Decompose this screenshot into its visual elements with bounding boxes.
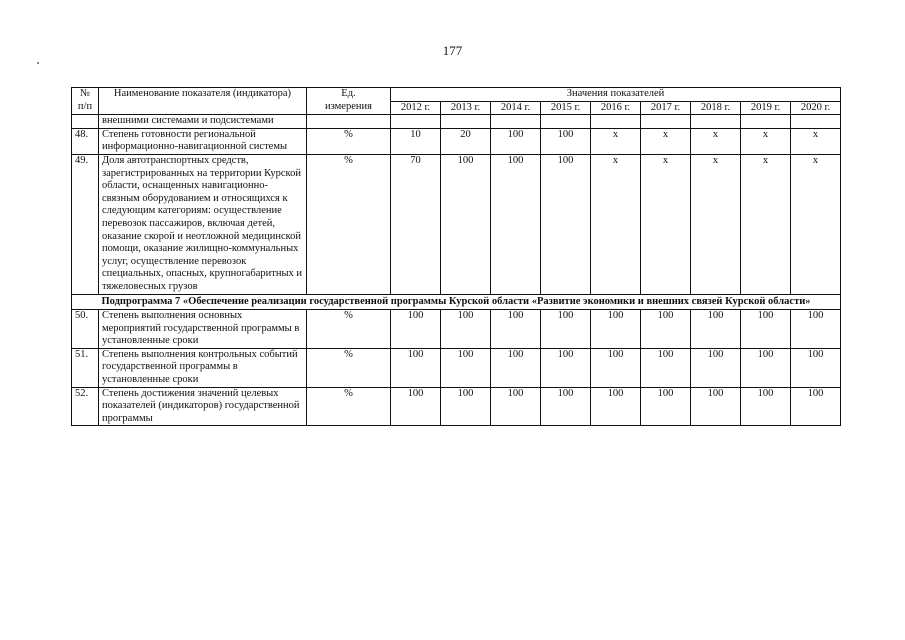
header-year: 2019 г. (741, 101, 791, 115)
row-value: 100 (641, 387, 691, 426)
row-unit: % (307, 387, 391, 426)
row-value: 20 (441, 128, 491, 154)
row-value: 100 (441, 348, 491, 387)
table-row-continuation (72, 115, 841, 129)
table-body-a (72, 115, 841, 294)
row-value: х (591, 154, 641, 294)
row-value: 100 (641, 310, 691, 349)
row-value: х (641, 128, 691, 154)
row-value: 100 (691, 348, 741, 387)
row-value: 100 (491, 387, 541, 426)
table-row (72, 348, 841, 387)
indicators-table (71, 87, 841, 426)
row-number: 49. (72, 154, 99, 294)
row-value: 100 (591, 310, 641, 349)
row-value: 10 (391, 128, 441, 154)
table-body-b (72, 310, 841, 426)
row-value: 100 (541, 387, 591, 426)
header-year: 2018 г. (691, 101, 741, 115)
page-number: 177 (442, 43, 463, 58)
table-row (72, 387, 841, 426)
row-value: х (641, 154, 691, 294)
row-value: 100 (591, 387, 641, 426)
row-value: 100 (491, 348, 541, 387)
row-value: 100 (791, 387, 841, 426)
row-value: 100 (391, 310, 441, 349)
row-value: 100 (591, 348, 641, 387)
row-value: 70 (391, 154, 441, 294)
table-row (72, 154, 841, 294)
row-value: 100 (691, 310, 741, 349)
table-body-subprogram (72, 294, 841, 310)
row-unit: % (307, 154, 391, 294)
header-num: № п/п (72, 88, 99, 115)
row-value: 100 (541, 348, 591, 387)
table-row (72, 128, 841, 154)
header-name: Наименование показателя (индикатора) (99, 88, 307, 115)
row-value: х (691, 128, 741, 154)
row-unit: % (307, 348, 391, 387)
row-value: х (741, 154, 791, 294)
header-year: 2020 г. (791, 101, 841, 115)
row-value: 100 (691, 387, 741, 426)
row-value: 100 (391, 348, 441, 387)
header-year: 2014 г. (491, 101, 541, 115)
row-value: 100 (641, 348, 691, 387)
table-row (72, 310, 841, 349)
row-name: Степень готовности региональной информационно-навигационной системы (99, 128, 307, 154)
header-year: 2017 г. (641, 101, 691, 115)
row-value: 100 (541, 128, 591, 154)
row-value: 100 (791, 310, 841, 349)
row-value: 100 (441, 154, 491, 294)
row-value: 100 (741, 348, 791, 387)
row-value: х (791, 128, 841, 154)
row-name: внешними системами и подсистемами (99, 115, 307, 129)
row-value: 100 (391, 387, 441, 426)
row-value: 100 (441, 310, 491, 349)
row-value: 100 (491, 310, 541, 349)
row-number: 50. (72, 310, 99, 349)
row-name: Степень достижения значений целевых показателей (индикаторов) государственной программы (99, 387, 307, 426)
header-values-group: Значения показателей (391, 88, 841, 102)
header-year: 2013 г. (441, 101, 491, 115)
header-year: 2016 г. (591, 101, 641, 115)
row-number: 51. (72, 348, 99, 387)
header-unit: Ед. измерения (307, 88, 391, 115)
row-value: 100 (541, 310, 591, 349)
row-value: х (591, 128, 641, 154)
row-value: 100 (741, 387, 791, 426)
subprogram-title: Подпрограмма 7 «Обеспечение реализации государственной программы Курской области «Развитие экономики и внешних связей Курской области» (72, 294, 841, 310)
row-number: 52. (72, 387, 99, 426)
row-value: х (691, 154, 741, 294)
subprogram-row (72, 294, 841, 310)
row-value: 100 (741, 310, 791, 349)
header-row-top (72, 88, 841, 102)
row-value: 100 (491, 154, 541, 294)
row-value: х (791, 154, 841, 294)
row-name: Степень выполнения основных мероприятий государственной программы в установленные сроки (99, 310, 307, 349)
header-year: 2012 г. (391, 101, 441, 115)
row-value: 100 (441, 387, 491, 426)
row-unit: % (307, 128, 391, 154)
row-value: 100 (541, 154, 591, 294)
row-value: х (741, 128, 791, 154)
row-name: Доля автотранспортных средств, зарегистрированных на территории Курской области, оснащенных навигационно-связным оборудованием и относящихся к следующим категориям: осуществление перевозок пассажиров, включая детей, оказание скорой и неотложной медицинской помощи, оказание жилищно-коммунальных услуг, осуществление перевозок специальных, опасных, крупногабаритных и тяжеловесных грузов (99, 154, 307, 294)
row-value: 100 (491, 128, 541, 154)
row-number: 48. (72, 128, 99, 154)
row-value: 100 (791, 348, 841, 387)
row-unit: % (307, 310, 391, 349)
row-name: Степень выполнения контрольных событий государственной программы в установленные сроки (99, 348, 307, 387)
header-year: 2015 г. (541, 101, 591, 115)
scan-speck (37, 62, 39, 64)
